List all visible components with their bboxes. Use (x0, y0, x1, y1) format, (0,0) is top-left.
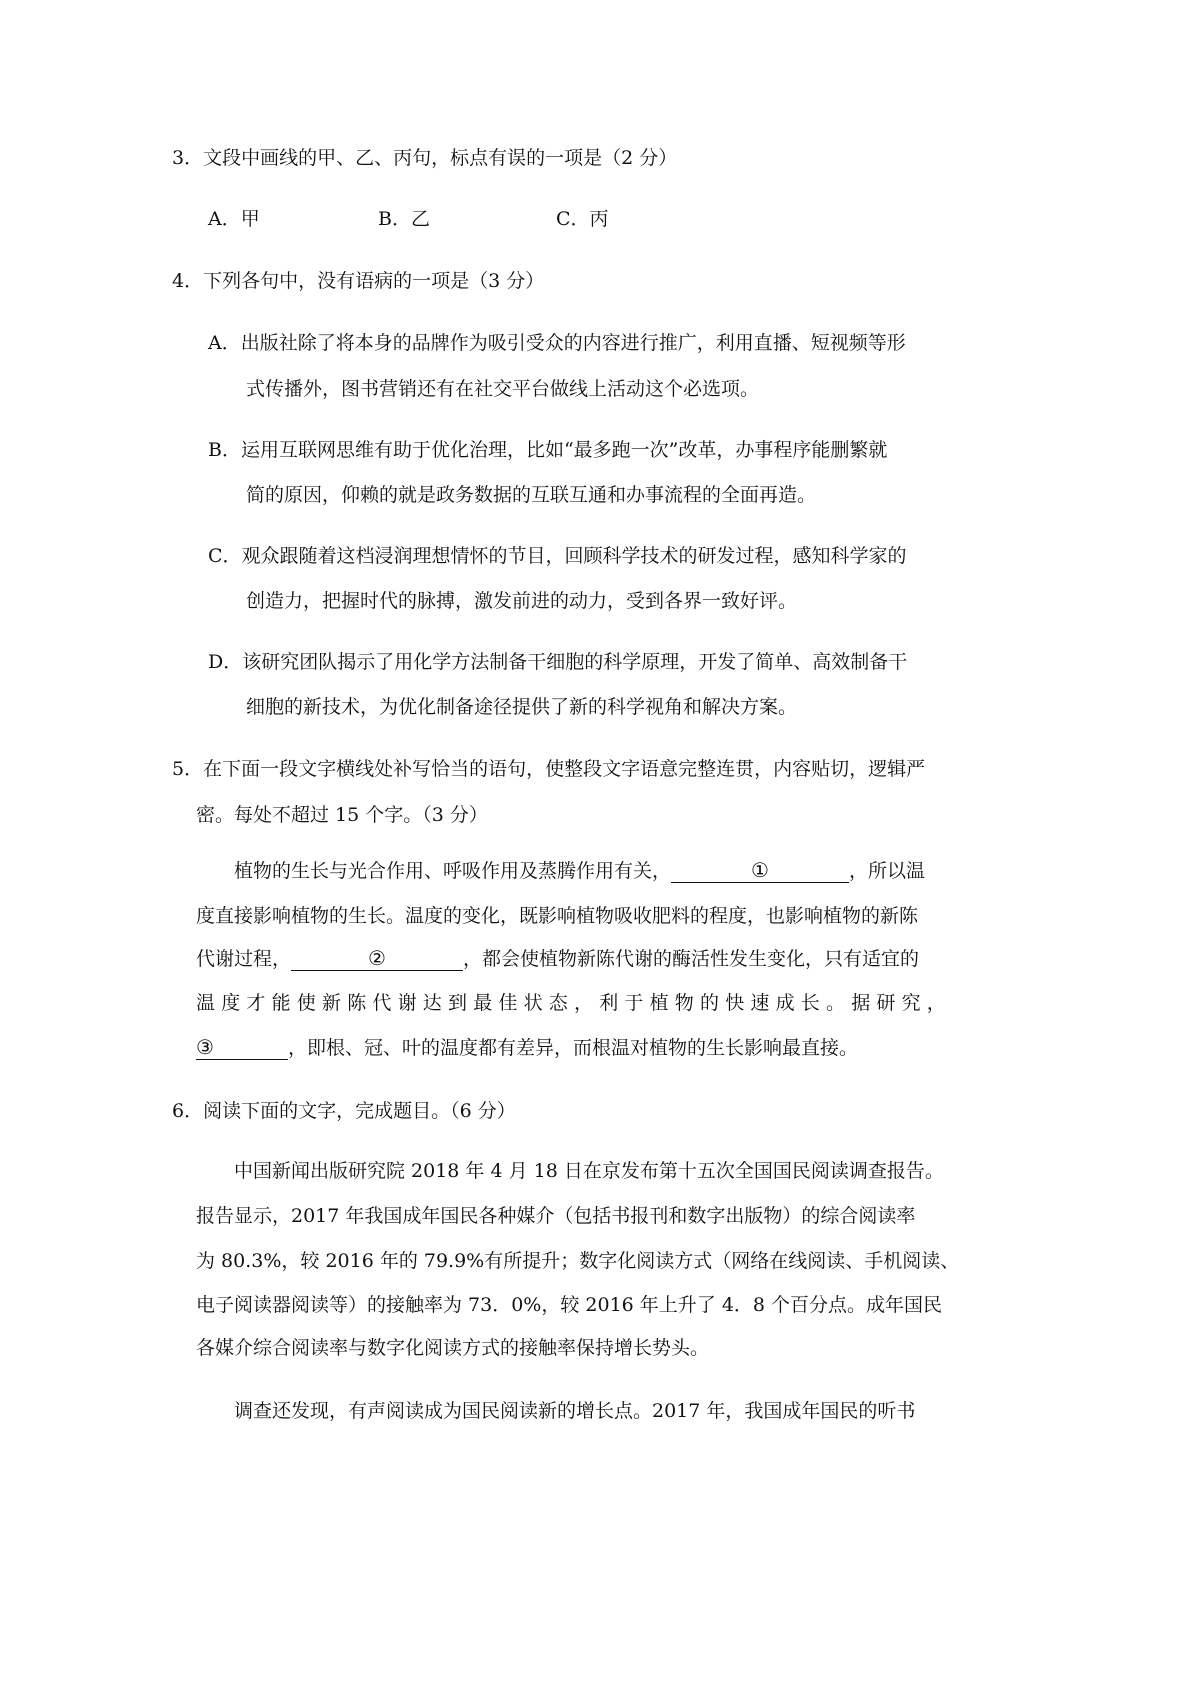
q5-stem-line1: 5．在下面一段文字横线处补写恰当的语句，使整段文字语意完整连贯，内容贴切，逻辑严 (172, 758, 926, 780)
q3-option-b: B．乙 (378, 208, 430, 230)
q4-option-a-line2: 式传播外，图书营销还有在社交平台做线上活动这个必选项。 (246, 378, 760, 400)
q5-passage-line4: 温度才能使新陈代谢达到最佳状态，利于植物的快速成长。据研究， (196, 992, 953, 1014)
q4-option-d-line2: 细胞的新技术，为优化制备途径提供了新的科学视角和解决方案。 (246, 696, 798, 718)
q4-option-b-line1: B．运用互联网思维有助于优化治理，比如“最多跑一次”改革，办事程序能删繁就 (208, 439, 888, 461)
q4-option-c-line2: 创造力，把握时代的脉搏，激发前进的动力，受到各界一致好评。 (246, 590, 798, 612)
q4-option-c-line1: C．观众跟随着这档浸润理想情怀的节目，回顾科学技术的研发过程，感知科学家的 (208, 545, 907, 567)
q5-stem-line2: 密。每处不超过 15 个字。（3 分） (196, 804, 488, 826)
q5-passage-text: 植物的生长与光合作用、呼吸作用及蒸腾作用有关， (234, 860, 672, 882)
q4-option-d-line1: D．该研究团队揭示了用化学方法制备干细胞的科学原理，开发了简单、高效制备干 (208, 651, 908, 673)
q6-para1-line5: 各媒介综合阅读率与数字化阅读方式的接触率保持增长势头。 (196, 1337, 710, 1359)
blank-1-marker: ① (751, 858, 769, 882)
blank-1[interactable] (671, 859, 849, 883)
q6-stem: 6．阅读下面的文字，完成题目。（6 分） (172, 1100, 516, 1122)
q5-passage-line2: 度直接影响植物的生长。温度的变化，既影响植物吸收肥料的程度，也影响植物的新陈 (196, 905, 919, 927)
q5-passage-text: 代谢过程， (196, 948, 292, 970)
q3-stem: 3．文段中画线的甲、乙、丙句，标点有误的一项是（2 分） (172, 147, 678, 169)
q6-para1-line4: 电子阅读器阅读等）的接触率为 73．0%，较 2016 年上升了 4．8 个百分点。成年国民 (196, 1294, 943, 1316)
q6-para2-line1: 调查还发现，有声阅读成为国民阅读新的增长点。2017 年，我国成年国民的听书 (234, 1400, 916, 1422)
q6-para1-line2: 报告显示，2017 年我国成年国民各种媒介（包括书报刊和数字出版物）的综合阅读率 (196, 1205, 916, 1227)
q6-para1-line3: 为 80.3%，较 2016 年的 79.9%有所提升；数字化阅读方式（网络在线阅读、手机阅读、 (196, 1250, 960, 1272)
q4-option-b-line2: 简的原因，仰赖的就是政务数据的互联互通和办事流程的全面再造。 (246, 484, 817, 506)
q5-passage-text: ，所以温 (849, 860, 926, 882)
q4-option-a-line1: A．出版社除了将本身的品牌作为吸引受众的内容进行推广，利用直播、短视频等形 (208, 332, 906, 354)
q3-option-a: A．甲 (208, 208, 260, 230)
q5-passage-line1 (234, 858, 925, 884)
q5-passage-text: ，都会使植物新陈代谢的酶活性发生变化，只有适宜的 (463, 948, 920, 970)
q4-stem: 4．下列各句中，没有语病的一项是（3 分） (172, 270, 545, 292)
blank-3[interactable] (196, 1036, 288, 1060)
q6-para1-line1: 中国新闻出版研究院 2018 年 4 月 18 日在京发布第十五次全国国民阅读调查报告。 (234, 1160, 944, 1182)
q5-passage-text: ，即根、冠、叶的温度都有差异，而根温对植物的生长影响最直接。 (288, 1037, 859, 1059)
blank-3-marker: ③ (196, 1035, 214, 1059)
q5-passage-line5 (196, 1035, 858, 1061)
q5-passage-line3 (196, 946, 919, 972)
blank-2[interactable] (291, 947, 463, 971)
blank-2-marker: ② (368, 946, 386, 970)
q3-option-c: C．丙 (556, 208, 609, 230)
